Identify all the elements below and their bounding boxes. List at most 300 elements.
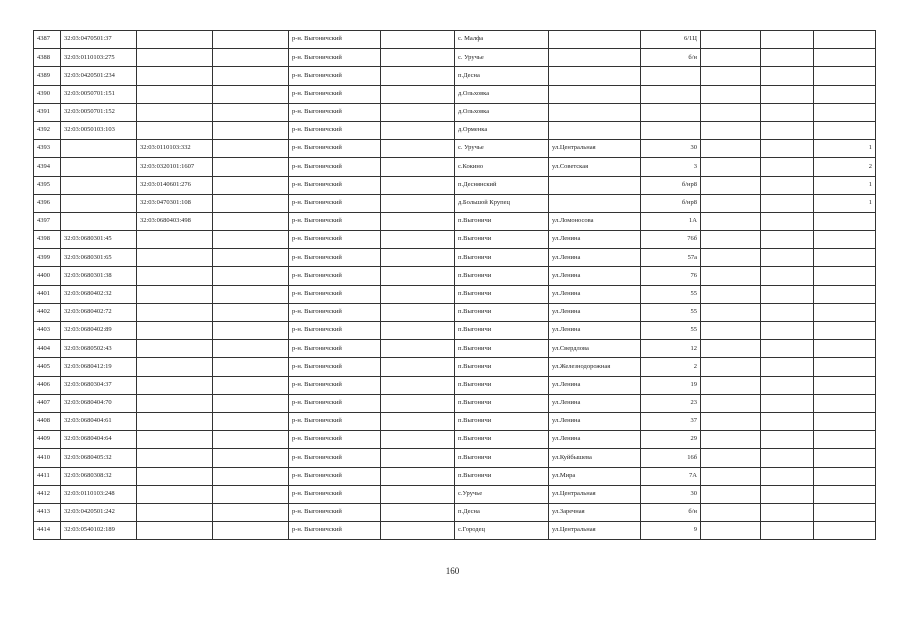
street-cell: ул.Ленина — [549, 431, 641, 449]
row-number-cell: 4409 — [34, 431, 61, 449]
cadastral-number-alt-cell: 32:03:0140601:276 — [137, 176, 213, 194]
row-number-cell: 4393 — [34, 140, 61, 158]
empty-cell — [381, 249, 455, 267]
table-row — [34, 358, 876, 376]
house-number-cell: 1А — [641, 212, 701, 230]
settlement-cell: п.Выгоничи — [455, 249, 549, 267]
count-cell — [814, 376, 876, 394]
empty-cell — [761, 140, 814, 158]
empty-cell — [701, 394, 761, 412]
cadastral-number-cell: 32:03:0680412:19 — [61, 358, 137, 376]
empty-cell — [701, 285, 761, 303]
empty-cell — [761, 67, 814, 85]
empty-cell — [213, 412, 289, 430]
count-cell — [814, 394, 876, 412]
cadastral-number-alt-cell — [137, 67, 213, 85]
empty-cell — [761, 522, 814, 540]
house-number-cell: 3 — [641, 158, 701, 176]
empty-cell — [761, 449, 814, 467]
empty-cell — [761, 303, 814, 321]
table-row — [34, 267, 876, 285]
table-row — [34, 503, 876, 521]
cadastral-number-cell — [61, 212, 137, 230]
count-cell — [814, 322, 876, 340]
house-number-cell: 6/1Ц — [641, 31, 701, 49]
street-cell: ул.Ленина — [549, 412, 641, 430]
house-number-cell: б/нр8 — [641, 176, 701, 194]
empty-cell — [701, 431, 761, 449]
settlement-cell: с.Уручье — [455, 485, 549, 503]
cadastral-number-cell: 32:03:0050701:152 — [61, 103, 137, 121]
count-cell — [814, 503, 876, 521]
empty-cell — [761, 231, 814, 249]
count-cell — [814, 31, 876, 49]
settlement-cell: п.Выгоничи — [455, 358, 549, 376]
empty-cell — [213, 394, 289, 412]
row-number-cell: 4391 — [34, 103, 61, 121]
cadastral-number-alt-cell — [137, 103, 213, 121]
count-cell — [814, 285, 876, 303]
street-cell — [549, 49, 641, 67]
street-cell: ул.Ленина — [549, 394, 641, 412]
empty-cell — [213, 231, 289, 249]
cadastral-number-cell: 32:03:0680404:61 — [61, 412, 137, 430]
empty-cell — [381, 412, 455, 430]
empty-cell — [701, 121, 761, 139]
row-number-cell: 4387 — [34, 31, 61, 49]
row-number-cell: 4401 — [34, 285, 61, 303]
house-number-cell: 30 — [641, 140, 701, 158]
count-cell — [814, 431, 876, 449]
count-cell — [814, 85, 876, 103]
settlement-cell: с. Уручье — [455, 49, 549, 67]
empty-cell — [213, 85, 289, 103]
empty-cell — [701, 358, 761, 376]
street-cell: ул.Заречная — [549, 503, 641, 521]
empty-cell — [213, 194, 289, 212]
empty-cell — [381, 85, 455, 103]
district-cell: р-н. Выгоничский — [289, 376, 381, 394]
house-number-cell: 7А — [641, 467, 701, 485]
settlement-cell: п.Выгоничи — [455, 322, 549, 340]
empty-cell — [701, 340, 761, 358]
table-row — [34, 212, 876, 230]
cadastral-number-alt-cell: 32:03:0470301:108 — [137, 194, 213, 212]
empty-cell — [761, 194, 814, 212]
cadastral-number-alt-cell — [137, 358, 213, 376]
settlement-cell: п.Выгоничи — [455, 303, 549, 321]
street-cell — [549, 121, 641, 139]
street-cell: ул.Ленина — [549, 231, 641, 249]
table-row — [34, 49, 876, 67]
empty-cell — [213, 267, 289, 285]
empty-cell — [701, 212, 761, 230]
row-number-cell: 4414 — [34, 522, 61, 540]
empty-cell — [381, 485, 455, 503]
empty-cell — [213, 31, 289, 49]
empty-cell — [761, 176, 814, 194]
register-table — [33, 30, 876, 540]
district-cell: р-н. Выгоничский — [289, 503, 381, 521]
settlement-cell: д.Орменка — [455, 121, 549, 139]
district-cell: р-н. Выгоничский — [289, 522, 381, 540]
empty-cell — [761, 394, 814, 412]
count-cell: 1 — [814, 176, 876, 194]
cadastral-number-alt-cell — [137, 31, 213, 49]
empty-cell — [381, 31, 455, 49]
cadastral-number-cell: 32:03:0540102:189 — [61, 522, 137, 540]
cadastral-number-alt-cell — [137, 322, 213, 340]
cadastral-number-alt-cell — [137, 303, 213, 321]
row-number-cell: 4397 — [34, 212, 61, 230]
empty-cell — [761, 340, 814, 358]
empty-cell — [381, 431, 455, 449]
empty-cell — [381, 140, 455, 158]
cadastral-number-cell: 32:03:0470501:37 — [61, 31, 137, 49]
district-cell: р-н. Выгоничский — [289, 322, 381, 340]
street-cell: ул.Ленина — [549, 267, 641, 285]
empty-cell — [381, 285, 455, 303]
cadastral-number-cell: 32:03:0680404:70 — [61, 394, 137, 412]
table-row — [34, 522, 876, 540]
cadastral-number-alt-cell — [137, 431, 213, 449]
empty-cell — [381, 103, 455, 121]
empty-cell — [381, 194, 455, 212]
table-row — [34, 322, 876, 340]
cadastral-number-cell: 32:03:0680301:38 — [61, 267, 137, 285]
table-row — [34, 431, 876, 449]
house-number-cell: б/н — [641, 49, 701, 67]
settlement-cell: п.Выгоничи — [455, 412, 549, 430]
settlement-cell: п.Деснянский — [455, 176, 549, 194]
count-cell — [814, 449, 876, 467]
settlement-cell: п.Десна — [455, 503, 549, 521]
cadastral-number-alt-cell — [137, 467, 213, 485]
empty-cell — [761, 49, 814, 67]
cadastral-number-alt-cell: 32:03:0110103:332 — [137, 140, 213, 158]
district-cell: р-н. Выгоничский — [289, 431, 381, 449]
empty-cell — [381, 67, 455, 85]
district-cell: р-н. Выгоничский — [289, 158, 381, 176]
count-cell — [814, 522, 876, 540]
settlement-cell: п.Выгоничи — [455, 231, 549, 249]
row-number-cell: 4392 — [34, 121, 61, 139]
empty-cell — [213, 449, 289, 467]
empty-cell — [213, 522, 289, 540]
house-number-cell: 55 — [641, 285, 701, 303]
district-cell: р-н. Выгоничский — [289, 212, 381, 230]
empty-cell — [761, 31, 814, 49]
empty-cell — [701, 176, 761, 194]
district-cell: р-н. Выгоничский — [289, 285, 381, 303]
cadastral-number-cell: 32:03:0680301:65 — [61, 249, 137, 267]
cadastral-number-alt-cell — [137, 449, 213, 467]
settlement-cell: с.Городец — [455, 522, 549, 540]
empty-cell — [761, 285, 814, 303]
cadastral-number-alt-cell — [137, 503, 213, 521]
house-number-cell: 37 — [641, 412, 701, 430]
district-cell: р-н. Выгоничский — [289, 31, 381, 49]
table-row — [34, 412, 876, 430]
count-cell — [814, 67, 876, 85]
empty-cell — [701, 485, 761, 503]
settlement-cell: п.Выгоничи — [455, 267, 549, 285]
table-row — [34, 449, 876, 467]
house-number-cell: 12 — [641, 340, 701, 358]
district-cell: р-н. Выгоничский — [289, 140, 381, 158]
empty-cell — [213, 340, 289, 358]
street-cell — [549, 85, 641, 103]
house-number-cell — [641, 121, 701, 139]
settlement-cell: д.Ольховка — [455, 85, 549, 103]
row-number-cell: 4413 — [34, 503, 61, 521]
empty-cell — [213, 212, 289, 230]
cadastral-number-alt-cell — [137, 340, 213, 358]
row-number-cell: 4410 — [34, 449, 61, 467]
cadastral-number-cell: 32:03:0110103:248 — [61, 485, 137, 503]
empty-cell — [701, 376, 761, 394]
row-number-cell: 4406 — [34, 376, 61, 394]
street-cell — [549, 176, 641, 194]
table-row — [34, 194, 876, 212]
row-number-cell: 4405 — [34, 358, 61, 376]
empty-cell — [761, 467, 814, 485]
street-cell: ул.Железнодорожная — [549, 358, 641, 376]
house-number-cell — [641, 85, 701, 103]
table-row — [34, 340, 876, 358]
row-number-cell: 4389 — [34, 67, 61, 85]
house-number-cell: 76б — [641, 231, 701, 249]
table-row — [34, 67, 876, 85]
empty-cell — [381, 121, 455, 139]
empty-cell — [213, 503, 289, 521]
table-row — [34, 485, 876, 503]
table-row — [34, 85, 876, 103]
empty-cell — [761, 158, 814, 176]
count-cell — [814, 249, 876, 267]
empty-cell — [701, 522, 761, 540]
district-cell: р-н. Выгоничский — [289, 249, 381, 267]
empty-cell — [761, 85, 814, 103]
row-number-cell: 4388 — [34, 49, 61, 67]
empty-cell — [213, 358, 289, 376]
count-cell — [814, 467, 876, 485]
empty-cell — [761, 267, 814, 285]
district-cell: р-н. Выгоничский — [289, 340, 381, 358]
row-number-cell: 4400 — [34, 267, 61, 285]
empty-cell — [701, 412, 761, 430]
cadastral-number-cell: 32:03:0680404:64 — [61, 431, 137, 449]
cadastral-number-cell: 32:03:0680402:32 — [61, 285, 137, 303]
row-number-cell: 4407 — [34, 394, 61, 412]
empty-cell — [701, 267, 761, 285]
empty-cell — [381, 467, 455, 485]
table-row — [34, 376, 876, 394]
street-cell — [549, 103, 641, 121]
settlement-cell: п.Выгоничи — [455, 285, 549, 303]
count-cell: 1 — [814, 140, 876, 158]
empty-cell — [701, 322, 761, 340]
table-row — [34, 176, 876, 194]
empty-cell — [213, 285, 289, 303]
count-cell — [814, 340, 876, 358]
row-number-cell: 4408 — [34, 412, 61, 430]
settlement-cell: д.Большой Крупец — [455, 194, 549, 212]
cadastral-number-cell: 32:03:0680502:43 — [61, 340, 137, 358]
cadastral-number-cell — [61, 194, 137, 212]
empty-cell — [213, 158, 289, 176]
cadastral-number-alt-cell — [137, 267, 213, 285]
house-number-cell: 30 — [641, 485, 701, 503]
house-number-cell: б/н — [641, 503, 701, 521]
empty-cell — [761, 376, 814, 394]
settlement-cell: п.Выгоничи — [455, 212, 549, 230]
house-number-cell: 57а — [641, 249, 701, 267]
street-cell — [549, 67, 641, 85]
table-row — [34, 394, 876, 412]
street-cell: ул.Свердлова — [549, 340, 641, 358]
cadastral-number-cell: 32:03:0050103:103 — [61, 121, 137, 139]
cadastral-number-alt-cell — [137, 85, 213, 103]
row-number-cell: 4403 — [34, 322, 61, 340]
district-cell: р-н. Выгоничский — [289, 485, 381, 503]
count-cell — [814, 267, 876, 285]
table-row — [34, 249, 876, 267]
district-cell: р-н. Выгоничский — [289, 103, 381, 121]
table-row — [34, 103, 876, 121]
empty-cell — [381, 340, 455, 358]
house-number-cell: 19 — [641, 376, 701, 394]
empty-cell — [381, 522, 455, 540]
empty-cell — [213, 67, 289, 85]
cadastral-number-cell: 32:03:0680308:32 — [61, 467, 137, 485]
empty-cell — [701, 31, 761, 49]
empty-cell — [213, 121, 289, 139]
empty-cell — [213, 376, 289, 394]
count-cell — [814, 412, 876, 430]
house-number-cell — [641, 67, 701, 85]
count-cell — [814, 485, 876, 503]
count-cell — [814, 121, 876, 139]
empty-cell — [213, 103, 289, 121]
count-cell — [814, 231, 876, 249]
empty-cell — [761, 322, 814, 340]
settlement-cell: с. Малфа — [455, 31, 549, 49]
row-number-cell: 4398 — [34, 231, 61, 249]
street-cell: ул.Ленина — [549, 322, 641, 340]
house-number-cell: 55 — [641, 322, 701, 340]
empty-cell — [701, 231, 761, 249]
district-cell: р-н. Выгоничский — [289, 231, 381, 249]
row-number-cell: 4390 — [34, 85, 61, 103]
count-cell — [814, 103, 876, 121]
empty-cell — [701, 449, 761, 467]
district-cell: р-н. Выгоничский — [289, 412, 381, 430]
empty-cell — [213, 485, 289, 503]
street-cell: ул.Центральная — [549, 485, 641, 503]
empty-cell — [381, 158, 455, 176]
cadastral-number-cell — [61, 158, 137, 176]
table-row — [34, 31, 876, 49]
empty-cell — [381, 231, 455, 249]
empty-cell — [701, 67, 761, 85]
district-cell: р-н. Выгоничский — [289, 267, 381, 285]
empty-cell — [213, 176, 289, 194]
street-cell: ул.Ленина — [549, 285, 641, 303]
cadastral-number-alt-cell — [137, 249, 213, 267]
settlement-cell: с. Уручье — [455, 140, 549, 158]
cadastral-number-cell: 32:03:0110103:275 — [61, 49, 137, 67]
cadastral-number-alt-cell — [137, 485, 213, 503]
empty-cell — [701, 194, 761, 212]
cadastral-number-alt-cell — [137, 121, 213, 139]
district-cell: р-н. Выгоничский — [289, 194, 381, 212]
page-number: 160 — [445, 566, 460, 576]
table-row — [34, 121, 876, 139]
table-row — [34, 467, 876, 485]
empty-cell — [761, 249, 814, 267]
empty-cell — [761, 358, 814, 376]
empty-cell — [701, 467, 761, 485]
district-cell: р-н. Выгоничский — [289, 176, 381, 194]
settlement-cell: д.Ольховка — [455, 103, 549, 121]
count-cell: 2 — [814, 158, 876, 176]
house-number-cell — [641, 103, 701, 121]
table-row — [34, 285, 876, 303]
table-row — [34, 231, 876, 249]
settlement-cell: п.Выгоничи — [455, 467, 549, 485]
empty-cell — [381, 449, 455, 467]
house-number-cell: 76 — [641, 267, 701, 285]
empty-cell — [381, 503, 455, 521]
table-row — [34, 158, 876, 176]
house-number-cell: 2 — [641, 358, 701, 376]
count-cell — [814, 212, 876, 230]
district-cell: р-н. Выгоничский — [289, 394, 381, 412]
cadastral-number-cell: 32:03:0420501:242 — [61, 503, 137, 521]
street-cell: ул.Центральная — [549, 140, 641, 158]
empty-cell — [701, 85, 761, 103]
row-number-cell: 4395 — [34, 176, 61, 194]
empty-cell — [213, 49, 289, 67]
empty-cell — [761, 412, 814, 430]
settlement-cell: п.Выгоничи — [455, 449, 549, 467]
row-number-cell: 4411 — [34, 467, 61, 485]
empty-cell — [213, 431, 289, 449]
cadastral-number-cell: 32:03:0680405:32 — [61, 449, 137, 467]
street-cell: ул.Ленина — [549, 249, 641, 267]
empty-cell — [701, 140, 761, 158]
empty-cell — [381, 358, 455, 376]
cadastral-number-alt-cell: 32:03:0680403:498 — [137, 212, 213, 230]
cadastral-number-alt-cell — [137, 49, 213, 67]
district-cell: р-н. Выгоничский — [289, 85, 381, 103]
settlement-cell: с.Кокино — [455, 158, 549, 176]
empty-cell — [701, 49, 761, 67]
cadastral-number-alt-cell — [137, 394, 213, 412]
empty-cell — [381, 394, 455, 412]
row-number-cell: 4394 — [34, 158, 61, 176]
house-number-cell: б/нр8 — [641, 194, 701, 212]
table-row — [34, 303, 876, 321]
district-cell: р-н. Выгоничский — [289, 467, 381, 485]
empty-cell — [381, 376, 455, 394]
empty-cell — [213, 467, 289, 485]
district-cell: р-н. Выгоничский — [289, 358, 381, 376]
empty-cell — [213, 303, 289, 321]
empty-cell — [701, 503, 761, 521]
cadastral-number-cell: 32:03:0680304:37 — [61, 376, 137, 394]
